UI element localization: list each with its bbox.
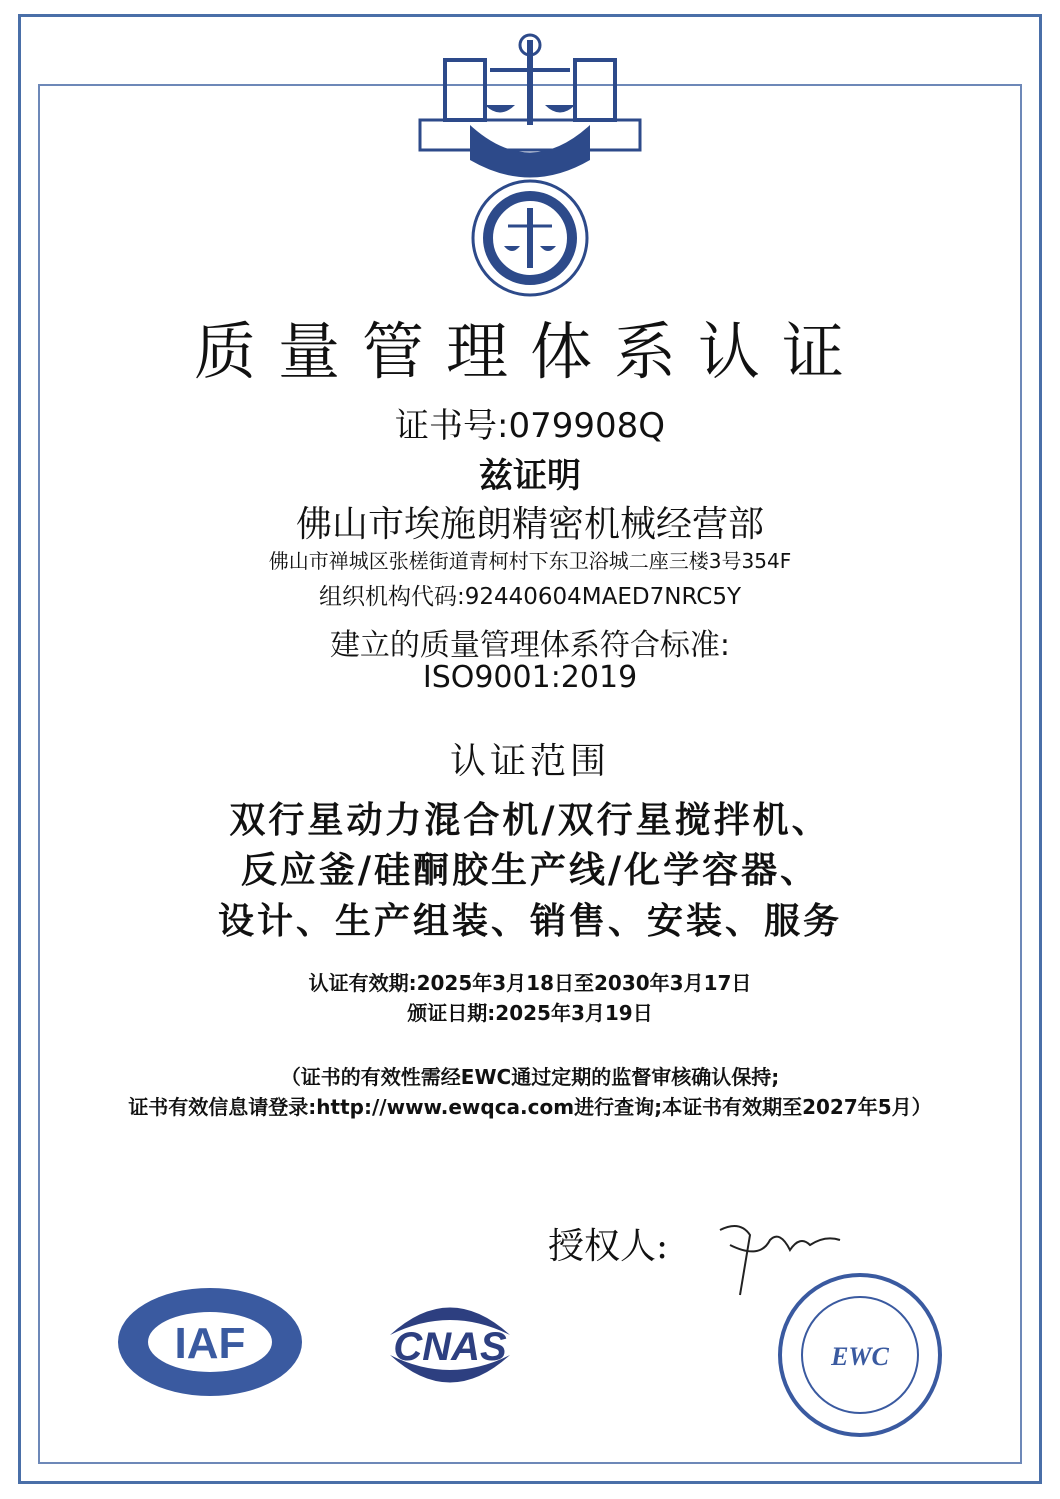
standard: ISO9001:2019: [422, 660, 638, 695]
qms-iso9001-logo: [470, 178, 590, 298]
scope-line: 设计、生产组装、销售、安装、服务: [217, 900, 842, 942]
scope-title: 认证范围: [449, 741, 610, 782]
scope-line: 反应釜/硅酮胶生产线/化学容器、: [240, 849, 820, 891]
issue-date: 颁证日期:2025年3月19日: [407, 1001, 653, 1025]
svg-text:EWC: EWC: [831, 1342, 889, 1371]
authorizer-label: 授权人:: [548, 1226, 669, 1267]
organization-code: 组织机构代码:92440604MAED7NRC5Y: [318, 584, 742, 610]
validity-period: 认证有效期:2025年3月18日至2030年3月17日: [308, 971, 752, 995]
ewc-certification-seal: [770, 1270, 950, 1440]
scales-emblem-icon: [410, 30, 650, 180]
cnas-logo: [370, 1290, 530, 1400]
note-line: （证书的有效性需经EWC通过定期的监督审核确认保持;: [280, 1065, 780, 1089]
note-line: 证书有效信息请登录:http://www.ewqca.com进行查询;本证书有效期至2027年5月）: [128, 1095, 932, 1119]
svg-text:CNAS: CNAS: [393, 1325, 507, 1369]
company-name: 佛山市埃施朗精密机械经营部: [295, 504, 764, 545]
certificate-title: 质量管理体系认证: [193, 315, 866, 388]
iaf-logo: [115, 1285, 305, 1400]
scope-line: 双行星动力混合机/双行星搅拌机、: [229, 799, 831, 841]
certificate-number: 证书号:079908Q: [394, 406, 665, 446]
company-address: 佛山市禅城区张槎街道青柯村下东卫浴城二座三楼3号354F: [268, 549, 792, 573]
standard-label: 建立的质量管理体系符合标准:: [329, 628, 731, 663]
svg-text:IAF: IAF: [174, 1319, 246, 1368]
hereby-certify: 兹证明: [479, 456, 581, 496]
